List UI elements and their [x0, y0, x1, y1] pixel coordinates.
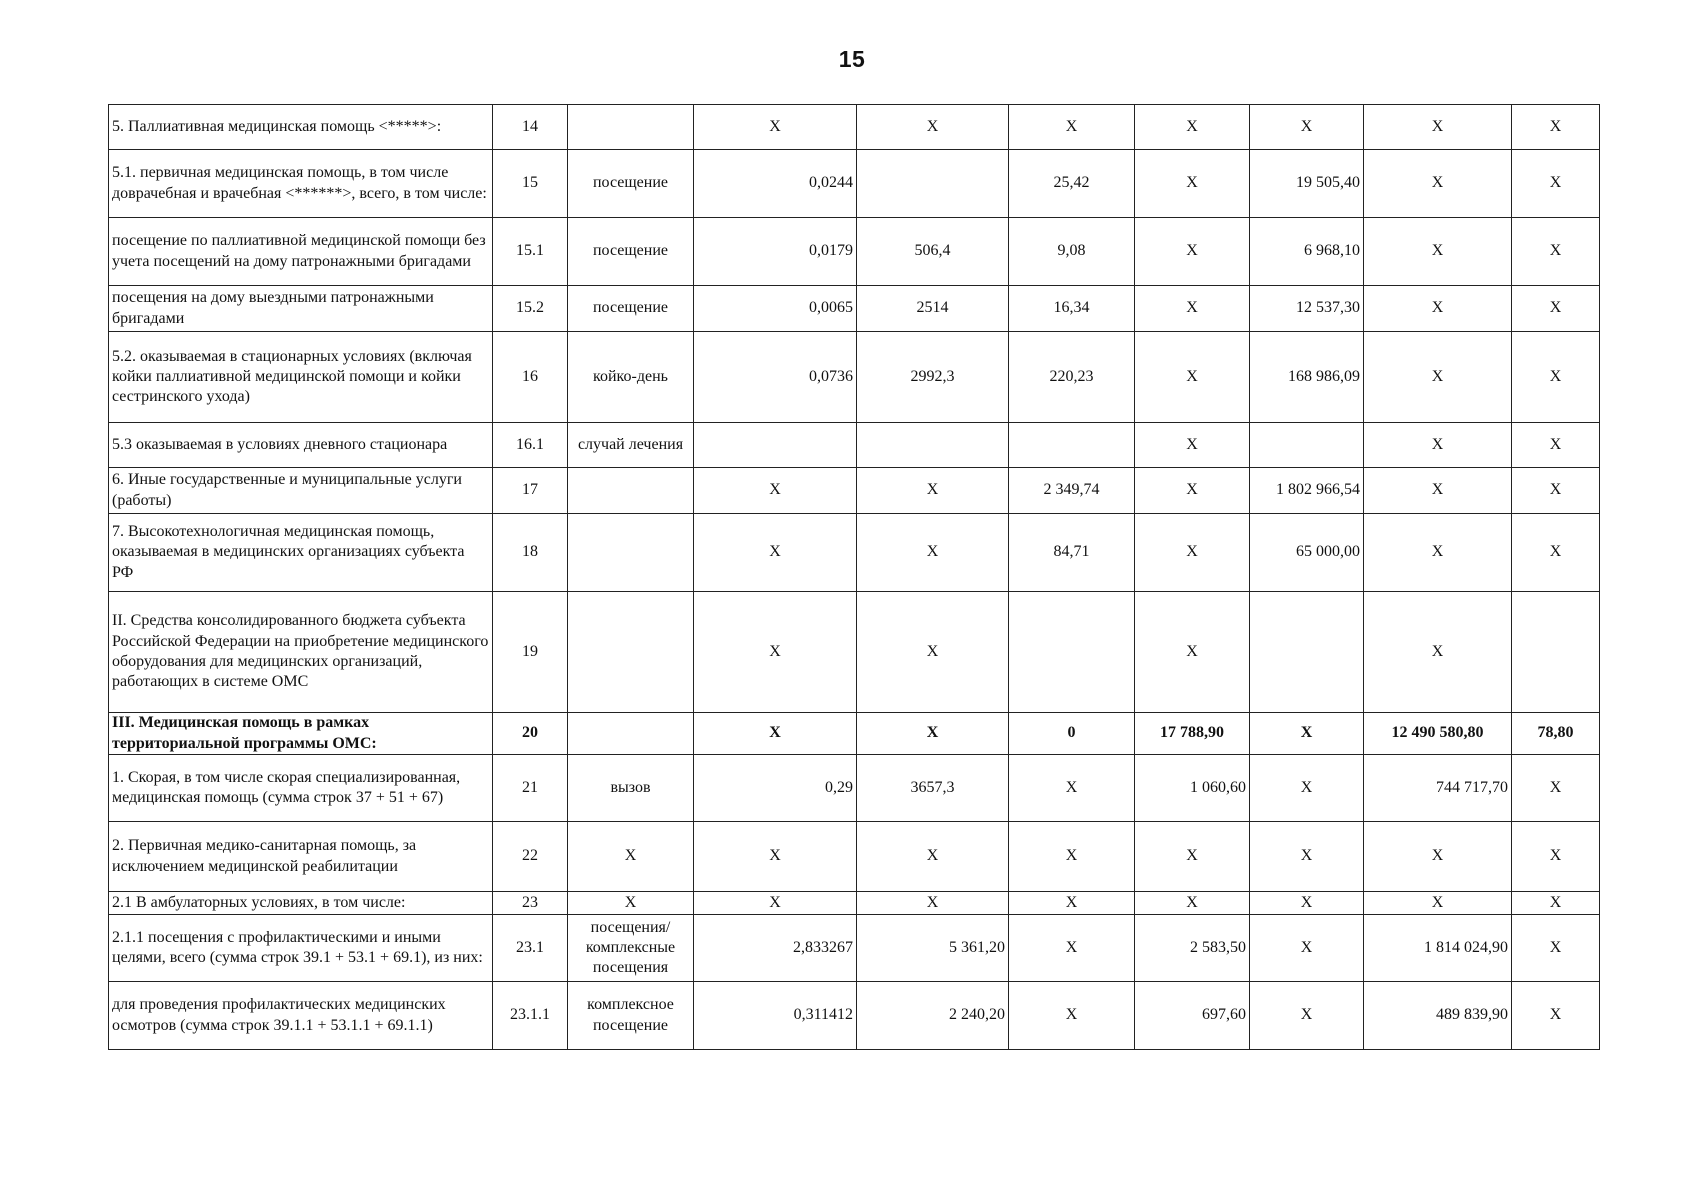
percent-cell: X	[1512, 150, 1600, 218]
cost-per-unit-cell: 2992,3	[857, 332, 1009, 423]
per-capita-budget-cell	[1009, 423, 1135, 468]
percent-cell: X	[1512, 423, 1600, 468]
norm-cell: 0,0179	[694, 218, 857, 286]
table-row	[109, 423, 1600, 468]
total-oms-cell: X	[1364, 468, 1512, 514]
total-budget-cell	[1250, 423, 1364, 468]
per-capita-oms-cell: X	[1135, 423, 1250, 468]
unit-cell: койко-день	[568, 332, 694, 423]
total-oms-cell: X	[1364, 150, 1512, 218]
per-capita-budget-cell: 220,23	[1009, 332, 1135, 423]
table-row	[109, 755, 1600, 822]
cost-per-unit-cell	[857, 423, 1009, 468]
total-budget-cell: X	[1250, 713, 1364, 755]
table-row	[109, 218, 1600, 286]
total-oms-cell: 1 814 024,90	[1364, 915, 1512, 982]
total-budget-cell: X	[1250, 822, 1364, 892]
norm-cell: X	[694, 592, 857, 713]
total-oms-cell: X	[1364, 218, 1512, 286]
unit-cell: комплексное посещение	[568, 982, 694, 1050]
row-number-cell: 19	[493, 592, 568, 713]
norm-cell: X	[694, 822, 857, 892]
cost-per-unit-cell: X	[857, 713, 1009, 755]
percent-cell: X	[1512, 218, 1600, 286]
unit-cell: посещение	[568, 218, 694, 286]
percent-cell: X	[1512, 105, 1600, 150]
table-row	[109, 822, 1600, 892]
per-capita-oms-cell: 697,60	[1135, 982, 1250, 1050]
unit-cell: посещения/комплексные посещения	[568, 915, 694, 982]
per-capita-oms-cell: X	[1135, 592, 1250, 713]
per-capita-budget-cell: 84,71	[1009, 514, 1135, 592]
total-budget-cell: 65 000,00	[1250, 514, 1364, 592]
percent-cell: X	[1512, 915, 1600, 982]
cost-per-unit-cell: X	[857, 468, 1009, 514]
unit-cell: случай лечения	[568, 423, 694, 468]
total-oms-cell: X	[1364, 822, 1512, 892]
norm-cell: 0,0736	[694, 332, 857, 423]
norm-cell: 0,0244	[694, 150, 857, 218]
row-name-cell: 5.2. оказываемая в стационарных условиях (включая койки паллиативной медицинской помощи и койки сестринского ухода)	[109, 332, 493, 423]
total-oms-cell: X	[1364, 105, 1512, 150]
unit-cell	[568, 514, 694, 592]
total-budget-cell: X	[1250, 105, 1364, 150]
row-number-cell: 14	[493, 105, 568, 150]
cost-per-unit-cell: 506,4	[857, 218, 1009, 286]
percent-cell: X	[1512, 514, 1600, 592]
cost-per-unit-cell: X	[857, 592, 1009, 713]
per-capita-oms-cell: X	[1135, 286, 1250, 332]
row-name-cell: III. Медицинская помощь в рамках территориальной программы ОМС:	[109, 713, 493, 755]
row-name-cell: 2.1.1 посещения с профилактическими и иными целями, всего (сумма строк 39.1 + 53.1 + 69.1), из них:	[109, 915, 493, 982]
total-budget-cell: X	[1250, 982, 1364, 1050]
norm-cell: X	[694, 468, 857, 514]
row-number-cell: 16	[493, 332, 568, 423]
per-capita-oms-cell: 1 060,60	[1135, 755, 1250, 822]
table-row	[109, 286, 1600, 332]
norm-cell: X	[694, 892, 857, 915]
unit-cell: посещение	[568, 150, 694, 218]
row-name-cell: 7. Высокотехнологичная медицинская помощь, оказываемая в медицинских организациях субъекта РФ	[109, 514, 493, 592]
row-number-cell: 18	[493, 514, 568, 592]
percent-cell: 78,80	[1512, 713, 1600, 755]
row-number-cell: 15.2	[493, 286, 568, 332]
total-budget-cell	[1250, 592, 1364, 713]
per-capita-budget-cell: X	[1009, 755, 1135, 822]
percent-cell: X	[1512, 286, 1600, 332]
table-row	[109, 332, 1600, 423]
total-budget-cell: 6 968,10	[1250, 218, 1364, 286]
total-oms-cell: X	[1364, 332, 1512, 423]
row-name-cell: II. Средства консолидированного бюджета субъекта Российской Федерации на приобретение медицинского оборудования для медицинских организаций, работающих в системе ОМС	[109, 592, 493, 713]
unit-cell	[568, 592, 694, 713]
row-number-cell: 16.1	[493, 423, 568, 468]
row-name-cell: 1. Скорая, в том числе скорая специализированная, медицинская помощь (сумма строк 37 + 51 + 67)	[109, 755, 493, 822]
norm-cell: 2,833267	[694, 915, 857, 982]
total-oms-cell: 744 717,70	[1364, 755, 1512, 822]
table-body	[109, 105, 1600, 1050]
per-capita-budget-cell: 2 349,74	[1009, 468, 1135, 514]
per-capita-oms-cell: X	[1135, 218, 1250, 286]
per-capita-oms-cell: 17 788,90	[1135, 713, 1250, 755]
per-capita-budget-cell: 9,08	[1009, 218, 1135, 286]
total-oms-cell: 489 839,90	[1364, 982, 1512, 1050]
cost-per-unit-cell: X	[857, 892, 1009, 915]
table-row	[109, 468, 1600, 514]
unit-cell: вызов	[568, 755, 694, 822]
row-name-cell: посещения на дому выездными патронажными бригадами	[109, 286, 493, 332]
row-name-cell: 5. Паллиативная медицинская помощь <*****>:	[109, 105, 493, 150]
total-oms-cell: X	[1364, 423, 1512, 468]
percent-cell: X	[1512, 468, 1600, 514]
row-number-cell: 17	[493, 468, 568, 514]
row-name-cell: 2.1 В амбулаторных условиях, в том числе:	[109, 892, 493, 915]
total-oms-cell: X	[1364, 892, 1512, 915]
table-row	[109, 713, 1600, 755]
row-number-cell: 23.1	[493, 915, 568, 982]
cost-per-unit-cell: 5 361,20	[857, 915, 1009, 982]
norm-cell: X	[694, 105, 857, 150]
row-name-cell: для проведения профилактических медицинских осмотров (сумма строк 39.1.1 + 53.1.1 + 69.1.1)	[109, 982, 493, 1050]
per-capita-oms-cell: X	[1135, 892, 1250, 915]
per-capita-oms-cell: 2 583,50	[1135, 915, 1250, 982]
total-budget-cell: 19 505,40	[1250, 150, 1364, 218]
total-budget-cell: 12 537,30	[1250, 286, 1364, 332]
table-row	[109, 892, 1600, 915]
per-capita-oms-cell: X	[1135, 150, 1250, 218]
per-capita-budget-cell: 25,42	[1009, 150, 1135, 218]
total-oms-cell: X	[1364, 514, 1512, 592]
table-row	[109, 915, 1600, 982]
total-oms-cell: X	[1364, 592, 1512, 713]
table-row	[109, 105, 1600, 150]
row-name-cell: 5.1. первичная медицинская помощь, в том числе доврачебная и врачебная <******>, всего, в том числе:	[109, 150, 493, 218]
unit-cell: X	[568, 822, 694, 892]
norm-cell: 0,0065	[694, 286, 857, 332]
per-capita-oms-cell: X	[1135, 468, 1250, 514]
row-name-cell: 2. Первичная медико-санитарная помощь, за исключением медицинской реабилитации	[109, 822, 493, 892]
cost-per-unit-cell: X	[857, 514, 1009, 592]
cost-per-unit-cell: 2 240,20	[857, 982, 1009, 1050]
norm-cell: 0,311412	[694, 982, 857, 1050]
per-capita-budget-cell: 16,34	[1009, 286, 1135, 332]
percent-cell: X	[1512, 892, 1600, 915]
unit-cell	[568, 713, 694, 755]
table-row	[109, 982, 1600, 1050]
percent-cell	[1512, 592, 1600, 713]
cost-per-unit-cell: 3657,3	[857, 755, 1009, 822]
per-capita-budget-cell: X	[1009, 915, 1135, 982]
row-number-cell: 22	[493, 822, 568, 892]
per-capita-budget-cell	[1009, 592, 1135, 713]
funding-table	[108, 104, 1600, 1050]
cost-per-unit-cell: 2514	[857, 286, 1009, 332]
percent-cell: X	[1512, 755, 1600, 822]
row-number-cell: 23	[493, 892, 568, 915]
unit-cell	[568, 468, 694, 514]
norm-cell: X	[694, 514, 857, 592]
table-row	[109, 592, 1600, 713]
norm-cell	[694, 423, 857, 468]
row-number-cell: 21	[493, 755, 568, 822]
per-capita-budget-cell: 0	[1009, 713, 1135, 755]
cost-per-unit-cell	[857, 150, 1009, 218]
norm-cell: 0,29	[694, 755, 857, 822]
row-number-cell: 23.1.1	[493, 982, 568, 1050]
total-oms-cell: X	[1364, 286, 1512, 332]
percent-cell: X	[1512, 332, 1600, 423]
row-name-cell: 5.3 оказываемая в условиях дневного стационара	[109, 423, 493, 468]
unit-cell: X	[568, 892, 694, 915]
per-capita-budget-cell: X	[1009, 892, 1135, 915]
row-number-cell: 20	[493, 713, 568, 755]
per-capita-oms-cell: X	[1135, 822, 1250, 892]
percent-cell: X	[1512, 982, 1600, 1050]
per-capita-oms-cell: X	[1135, 332, 1250, 423]
row-number-cell: 15	[493, 150, 568, 218]
row-name-cell: 6. Иные государственные и муниципальные услуги (работы)	[109, 468, 493, 514]
page-number: 15	[838, 46, 866, 72]
per-capita-budget-cell: X	[1009, 105, 1135, 150]
percent-cell: X	[1512, 822, 1600, 892]
total-budget-cell: 1 802 966,54	[1250, 468, 1364, 514]
table-row	[109, 514, 1600, 592]
per-capita-oms-cell: X	[1135, 105, 1250, 150]
total-budget-cell: X	[1250, 915, 1364, 982]
cost-per-unit-cell: X	[857, 822, 1009, 892]
norm-cell: X	[694, 713, 857, 755]
row-name-cell: посещение по паллиативной медицинской помощи без учета посещений на дому патронажными бригадами	[109, 218, 493, 286]
unit-cell: посещение	[568, 286, 694, 332]
total-oms-cell: 12 490 580,80	[1364, 713, 1512, 755]
row-number-cell: 15.1	[493, 218, 568, 286]
total-budget-cell: X	[1250, 755, 1364, 822]
cost-per-unit-cell: X	[857, 105, 1009, 150]
total-budget-cell: 168 986,09	[1250, 332, 1364, 423]
per-capita-oms-cell: X	[1135, 514, 1250, 592]
table-row	[109, 150, 1600, 218]
per-capita-budget-cell: X	[1009, 822, 1135, 892]
per-capita-budget-cell: X	[1009, 982, 1135, 1050]
unit-cell	[568, 105, 694, 150]
total-budget-cell: X	[1250, 892, 1364, 915]
